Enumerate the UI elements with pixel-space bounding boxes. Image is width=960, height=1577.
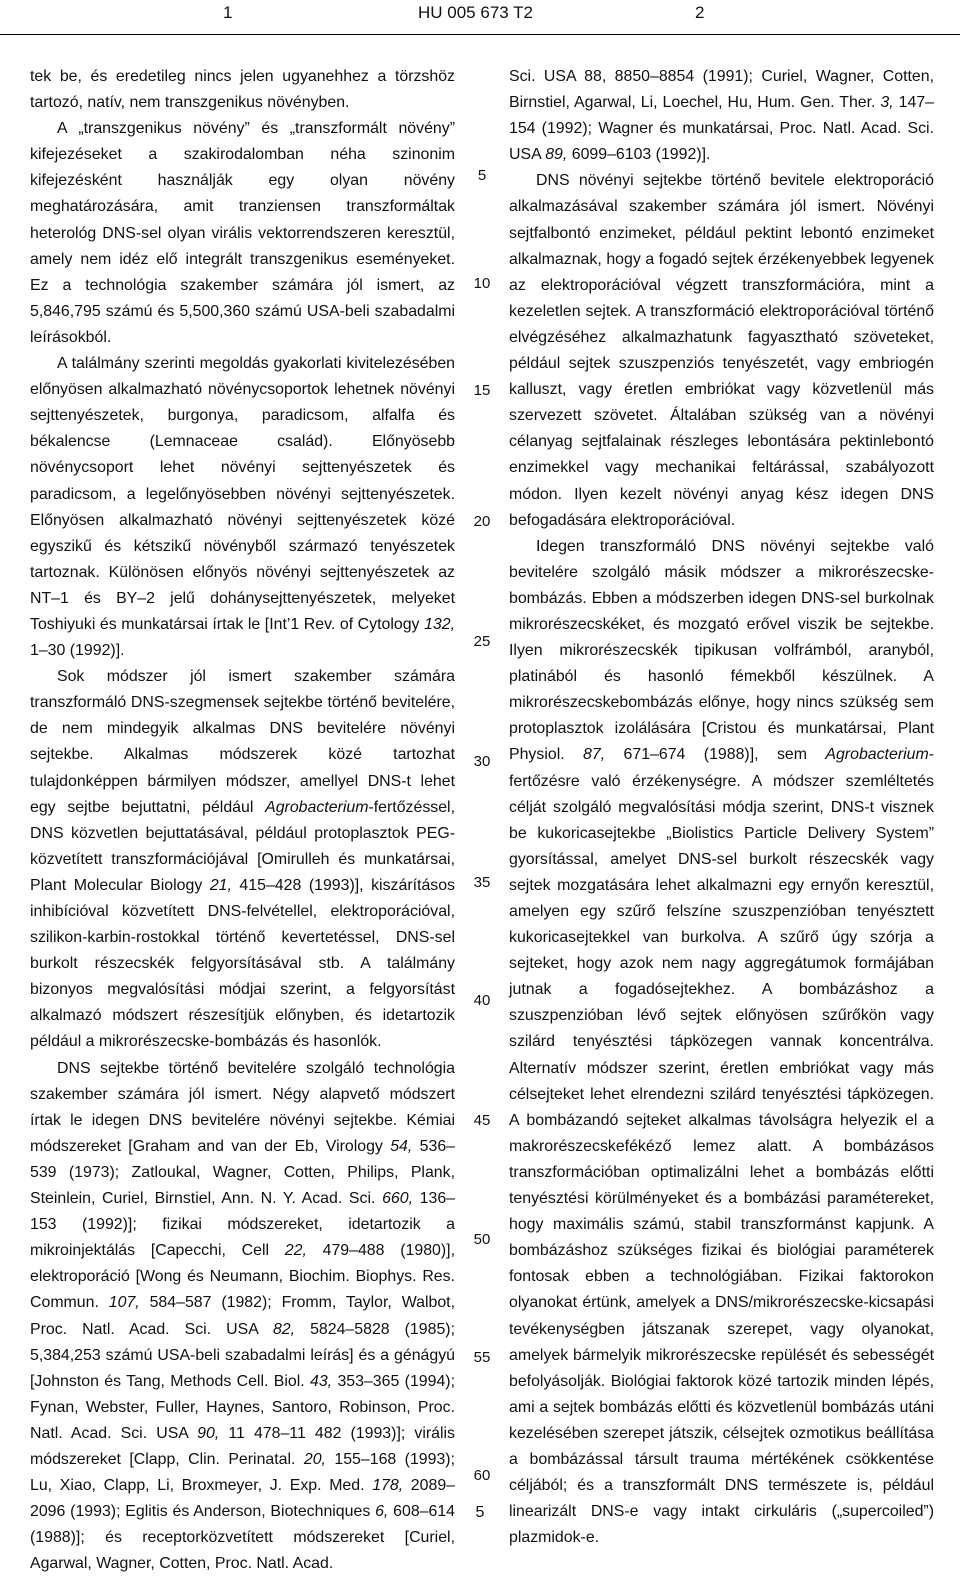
line-number: 15	[473, 382, 491, 399]
line-number: 20	[473, 513, 491, 530]
line-number: 10	[473, 275, 491, 292]
paragraph: A „transzgenikus növény” és „transzformált növény” kifejezéseket a szakirodalomban néha szinonim kifejezésként használják egy olyan növény meghatározására, amit tranziensen transzformáltak heterológ DNS-sel olyan virális vektorrendszeren keresztül, amely nem idéz elő integrált transzgenikus eseményeket. Ez a technológia szakember számára jól ismert, az 5,846,795 számú és 5,500,360 számú USA-beli szabadalmi leírásokból.	[30, 120, 455, 346]
paragraph: Idegen transzformáló DNS növényi sejtekbe való bevitelére szolgáló másik módszer a mikrorészecske-bombázás. Ebben a módszerben idegen DNS-sel burkolnak mikrorészecskéket, és mozgató erővel viszik be sejtekbe. Ilyen mikrorészecskék tipikusan volfrámból, aranyból, platinából és hasonló fémekből készülnek. A mikrorészecskebombázás előnye, hogy nincs szükség sem protoplasztok izolálására [Cristou és munkatársai, Plant Physiol. 87, 671–674 (1988)], sem Agrobacterium-fertőzésre való érzékenységre. A módszer szemléltetés célját szolgáló megvalósítási módja szerint, DNS-t visznek be kukoricasejtekbe „Biolistics Particle Delivery System” gyorsítással, amelyet DNS-sel burkolt részecskék vagy sejtek mozgatására lehet alkalmazni egy ernyőn keresztül, amelyen egy szűrő felszíne szuszpenzióban tenyésztett kukoricasejtekkel van burkolva. A szűrő úgy szórja a sejteket, hogy azok nem nagy aggregátumok formájában jutnak a fogadósejtekhez. A bombázáshoz a szuszpenzióban lévő sejtek előnyösen szűrőkön vagy szilárd tenyésztési tápközegen vannak koncentrálva. Alternatív módszer szerint, éretlen embriókat vagy más célsejteket lehet elrendezni szilárd tenyésztési tápközegen. A bombázandó sejteket alkalmas távolságra helyezik el a makrorészecskefékéző lemez alatt. A bombázásos transzformációban optimalizálni lehet a bombázás előtti tenyésztési körülményeket és a bombázási paramétereket, hogy maximális számú, stabil transzformánst kapjunk. A bombázáshoz szükséges fizikai és biológiai paraméterek fontosak ebben a technológiában. Fizikai faktorokon olyanokat értünk, amelyek a DNS/mikrorészecske-kicsapási tevékenységben játszanak szerepet, vagy olyanokat, amelyek bármelyik mikrorészecske repülését és sebességét befolyásolják. Biológiai faktorok közé tartozik minden lépés, ami a sejtek bombázás előtti és közvetlenül bombázás utáni kezelésében szerepet játszik, célsejtek ozmotikus beállítása a bombázással társult trauma mértékének csökkentése céljából; és a transzformált DNS természete is, például linearizált DNS-e vagy intakt cirkuláris („supercoiled”) plazmidok-e.	[509, 537, 935, 1547]
line-number: 35	[473, 874, 491, 891]
footer-page-number: 5	[475, 1504, 485, 1521]
header-right-page-number: 2	[695, 3, 705, 22]
paragraph: Sok módszer jól ismert szakember számára transzformáló DNS-szegmensek sejtekbe történő bevitelére, de nem mindegyik alkalmas DNS bevitelére növényi sejtekbe. Alkalmas módszerek közé tartozhat tulajdonképpen bármilyen módszer, amellyel DNS-t lehet egy sejtbe bejuttatni, például Agrobacterium-fertőzéssel, DNS közvetlen bejuttatásával, például protoplasztok PEG-közvetített transzformációjával [Omirulleh és munkatársai, Plant Molecular Biology 21, 415–428 (1993)], kiszárításos inhibícióval közvetített DNS-felvétellel, elektroporációval, szilikon-karbin-rostokkal történő kevertetéssel, DNS-sel burkolt részecskék felgyorsításával stb. A találmány bizonyos megvalósítási módjai szerint, a felgyorsítást alkalmazó módszert részesítjük előnyben, és idetartozik például a mikrorészecske-bombázás és hasonlók.	[30, 668, 456, 1051]
header-patent-id: HU 005 673 T2	[418, 3, 533, 22]
paragraph: Sci. USA 88, 8850–8854 (1991); Curiel, Wagner, Cotten, Birnstiel, Agarwal, Li, Loechel, Hu, Hum. Gen. Ther. 3, 147–154 (1992); Wagner és munkatársai, Proc. Natl. Acad. Sci. USA 89, 6099–6103 (1992)].	[509, 68, 934, 164]
right-column	[509, 64, 934, 1551]
line-number: 45	[473, 1112, 491, 1129]
line-number: 5	[477, 167, 487, 184]
line-number: 60	[473, 1467, 491, 1484]
paragraph: DNS növényi sejtekbe történő bevitele elektroporáció alkalmazásával szakember számára jól ismert. Növényi sejtfalbontó enzimeket, például pektint lebontó enzimeket alkalmaznak, hogy a fogadó sejtek érzékenyebbek legyenek az elektroporációval végzett transzformációra, mint a kezeletlen sejtek. A transzformáció elektroporációval történő elvégzéséhez alkalmazhatunk fagyasztható szöveteket, például sejtek szuszpenziós tenyészetét, vagy embriogén kalluszt, vagy éretlen embriókat vagy közvetlenül más szervezett szövetet. Általában szükség van a növényi célanyag sejtfalainak részleges lebontására pektinlebontó enzimekkel vagy mechanikai feltárással, szabályozott módon. Ilyen kezelt növényi anyag kész idegen DNS befogadására elektroporációval.	[509, 172, 934, 529]
paragraph: DNS sejtekbe történő bevitelére szolgáló technológia szakember számára jól ismert. Négy alapvető módszert írtak le idegen DNS bevitelére növényi sejtekbe. Kémiai módszereket [Graham and van der Eb, Virology 54, 536–539 (1973); Zatloukal, Wagner, Cotten, Philips, Plank, Steinlein, Curiel, Birnstiel, Ann. N. Y. Acad. Sci. 660, 136–153 (1992)]; fizikai módszereket, idetartozik a mikroinjektálás [Capecchi, Cell 22, 479–488 (1980)], elektroporáció [Wong és Neumann, Biochim. Biophys. Res. Commun. 107, 584–587 (1982); Fromm, Taylor, Walbot, Proc. Natl. Acad. Sci. USA 82, 5824–5828 (1985); 5,384,253 számú USA-beli szabadalmi leírás] és a génágyú [Johnston és Tang, Methods Cell. Biol. 43, 353–365 (1994); Fynan, Webster, Fuller, Haynes, Santoro, Robinson, Proc. Natl. Acad. Sci. USA 90, 11 478–11 482 (1993)]; virális módszereket [Clapp, Clin. Perinatal. 20, 155–168 (1993); Lu, Xiao, Clapp, Li, Broxmeyer, J. Exp. Med. 178, 2089–2096 (1993); Eglitis és Anderson, Biotechniques 6, 608–614 (1988)]; és receptorközvetített módszereket [Curiel, Agarwal, Wagner, Cotten, Proc. Natl. Acad.	[30, 1059, 456, 1573]
header-rule	[0, 34, 960, 35]
paragraph: tek be, és eredetileg nincs jelen ugyanehhez a törzshöz tartozó, natív, nem transzgenikus növényben.	[30, 68, 455, 112]
line-number: 50	[473, 1231, 491, 1248]
line-number: 25	[473, 633, 491, 650]
paragraph: A találmány szerinti megoldás gyakorlati kivitelezésében előnyösen alkalmazható növénycsoportok lehetnek növényi sejttenyészetek, burgonya, paradicsom, alfalfa és békalencse (Lemnaceae család). Előnyösebb növénycsoport lehet növényi sejttenyészetek és paradicsom, a legelőnyösebben növényi sejttenyészetek. Előnyösen alkalmazható növényi sejttenyészetek közé egyszikű és kétszikű növényből származó tenyészetek tartoznak. Különösen előnyös növényi sejttenyészetek az NT–1 és BY–2 jelű dohánysejttenyészetek, melyeket Toshiyuki és munkatársai írtak le [Int’1 Rev. of Cytology 132, 1–30 (1992)].	[30, 355, 455, 660]
line-number: 55	[473, 1349, 491, 1366]
line-number: 30	[473, 753, 491, 770]
header-left-page-number: 1	[223, 3, 233, 22]
line-number: 40	[473, 992, 491, 1009]
left-column	[30, 64, 455, 1577]
